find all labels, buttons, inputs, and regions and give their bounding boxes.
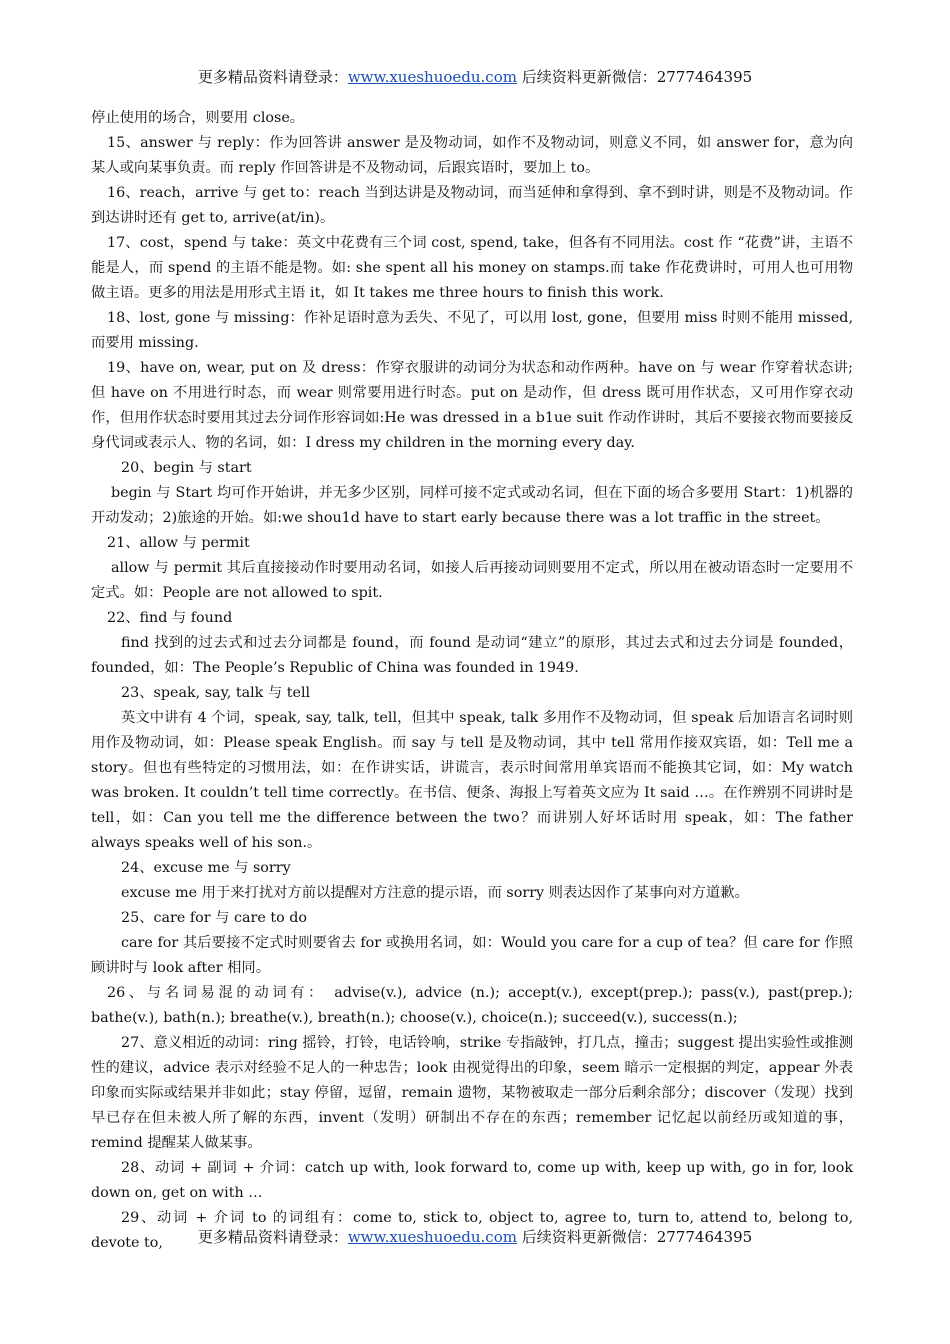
heading-21-allow-permit: 21、allow 与 permit [107,535,250,551]
paragraph-18-lost-gone-missing: 18、lost, gone 与 missing：作补足语时意为丢失、不见了，可以用 lost, gone，但要用 miss 时则不能用 missed, 而要用 missing. [91,310,853,351]
page-footer [0,1226,950,1248]
header-prefix: 更多精品资料请登录： [197,68,348,86]
paragraph-21-allow-permit: allow 与 permit 其后直接接动作时要用动名词，如接人后再接动词则要用不定式，所以用在被动语态时一定要用不定式。如：People are not allowed to spit. [91,560,853,601]
heading-23-speak-say-talk-tell: 23、speak, say, talk 与 tell [121,685,311,701]
paragraph-28-verb-adverb-prep: 28、动词 + 副词 + 介词：catch up with, look forward to, come up with, keep up with, go in for, look down on, get on with … [91,1160,853,1201]
paragraph-20-begin-start: begin 与 Start 均可作开始讲，并无多少区别，同样可接不定式或动名词，但在下面的场合多要用 Start：1)机器的开动发动；2)旅途的开始。如:we shou1d have to start early because there was a lot traffic in the street。 [91,485,853,526]
paragraph-29-verb-prep-to: 29、动词 + 介词 to 的词组有：come to, stick to, object to, agree to, turn to, attend to, belong to, devote to, [91,1210,853,1251]
footer-prefix: 更多精品资料请登录： [197,1228,348,1246]
paragraph-15-answer-reply: 15、answer 与 reply：作为回答讲 answer 是及物动词，如作不及物动词，则意义不同，如 answer for，意为向某人或向某事负责。而 reply 作回答讲是不及物动词，后跟宾语时，要加上 to。 [91,135,853,176]
paragraph-17-cost-spend-take: 17、cost，spend 与 take：英文中花费有三个词 cost, spend, take，但各有不同用法。cost 作 “花费”讲，主语不能是人，而 spend 的主语不能是物。如: she spent all his money on stamps.而 take 作花费讲时，可用人也可用物做主语。更多的用法是用形式主语 it，如 It takes me three hours to finish this work. [91,235,853,301]
paragraph-close: 停止使用的场合，则要用 close。 [91,110,305,126]
paragraph-25-care-for: care for 其后要接不定式时则要省去 for 或换用名词，如：Would you care for a cup of tea？但 care for 作照顾讲时与 look after 相同。 [91,935,853,976]
footer-suffix: 后续资料更新微信：2777464395 [516,1228,753,1246]
paragraph-19-have-on-wear: 19、have on, wear, put on 及 dress：作穿衣服讲的动词分为状态和动作两种。have on 与 wear 作穿着状态讲;但 have on 不用进行时态，而 wear 则常要用进行时态。put on 是动作，但 dress 既可用作状态，又可用作穿衣动作，但用作状态时要用其过去分词作形容词如:He was dressed in a b1ue suit 作动作讲时，其后不要接衣物而要接反身代词或表示人、物的名词，如：I dress my children in the morning every day. [91,360,853,451]
document-body [91,106,853,1256]
page-header [0,66,950,88]
heading-20-begin-start: 20、begin 与 start [121,460,252,476]
heading-22-find-found: 22、find 与 found [107,610,233,626]
paragraph-26-noun-verb-confusables: 26、与名词易混的动词有： advise(v.), advice (n.); accept(v.), except(prep.); pass(v.), past(prep.); bathe(v.), bath(n.); breathe(v.), breath(n.); choose(v.), choice(n.); succeed(v.), success(n.); [91,985,853,1026]
heading-25-care-for: 25、care for 与 care to do [121,910,308,926]
header-suffix: 后续资料更新微信：2777464395 [516,68,753,86]
paragraph-16-reach-arrive: 16、reach，arrive 与 get to：reach 当到达讲是及物动词，而当延伸和拿得到、拿不到时讲，则是不及物动词。作到达讲时还有 get to, arrive(at/in)。 [91,185,853,226]
paragraph-24-excuse-me-sorry: excuse me 用于来打扰对方前以提醒对方注意的提示语，而 sorry 则表达因作了某事向对方道歉。 [121,885,749,901]
heading-24-excuse-me-sorry: 24、excuse me 与 sorry [121,860,291,876]
paragraph-23-speak-say-talk-tell: 英文中讲有 4 个词，speak, say, talk, tell，但其中 speak, talk 多用作不及物动词，但 speak 后加语言名词时则用作及物动词，如：Please speak English。而 say 与 tell 是及物动词，其中 tell 常用作接双宾语，如：Tell me a story。但也有些特定的习惯用法，如：在作讲实话，讲谎言，表示时间常用单宾语而不能换其它词，如：My watch was broken. It couldn’t tell time correctly。在书信、便条、海报上写着英文应为 It said …。在作辨别不同讲时是 tell，如：Can you tell me the difference between the two？而讲别人好坏话时用 speak，如：The father always speaks well of his son.。 [91,710,853,851]
paragraph-27-similar-verbs: 27、意义相近的动词：ring 摇铃，打铃，电话铃响，strike 专指敲钟，打几点，撞击；suggest 提出实验性或推测性的建议，advice 表示对经验不足人的一种忠告；look 由视觉得出的印象，seem 暗示一定根据的判定，appear 外表印象而实际或结果并非如此；stay 停留，逗留，remain 遗物，某物被取走一部分后剩余部分；discover（发现）找到早已存在但未被人所了解的东西，invent（发明）研制出不存在的东西；remember 记忆起以前经历或知道的事，remind 提醒某人做某事。 [91,1035,853,1151]
paragraph-22-find-found: find 找到的过去式和过去分词都是 found，而 found 是动词“建立”的原形，其过去式和过去分词是 founded，founded，如：The People’s Republic of China was founded in 1949. [91,635,853,676]
header-website-link[interactable]: www.xueshuoedu.com [347,68,517,86]
footer-website-link[interactable]: www.xueshuoedu.com [347,1228,517,1246]
